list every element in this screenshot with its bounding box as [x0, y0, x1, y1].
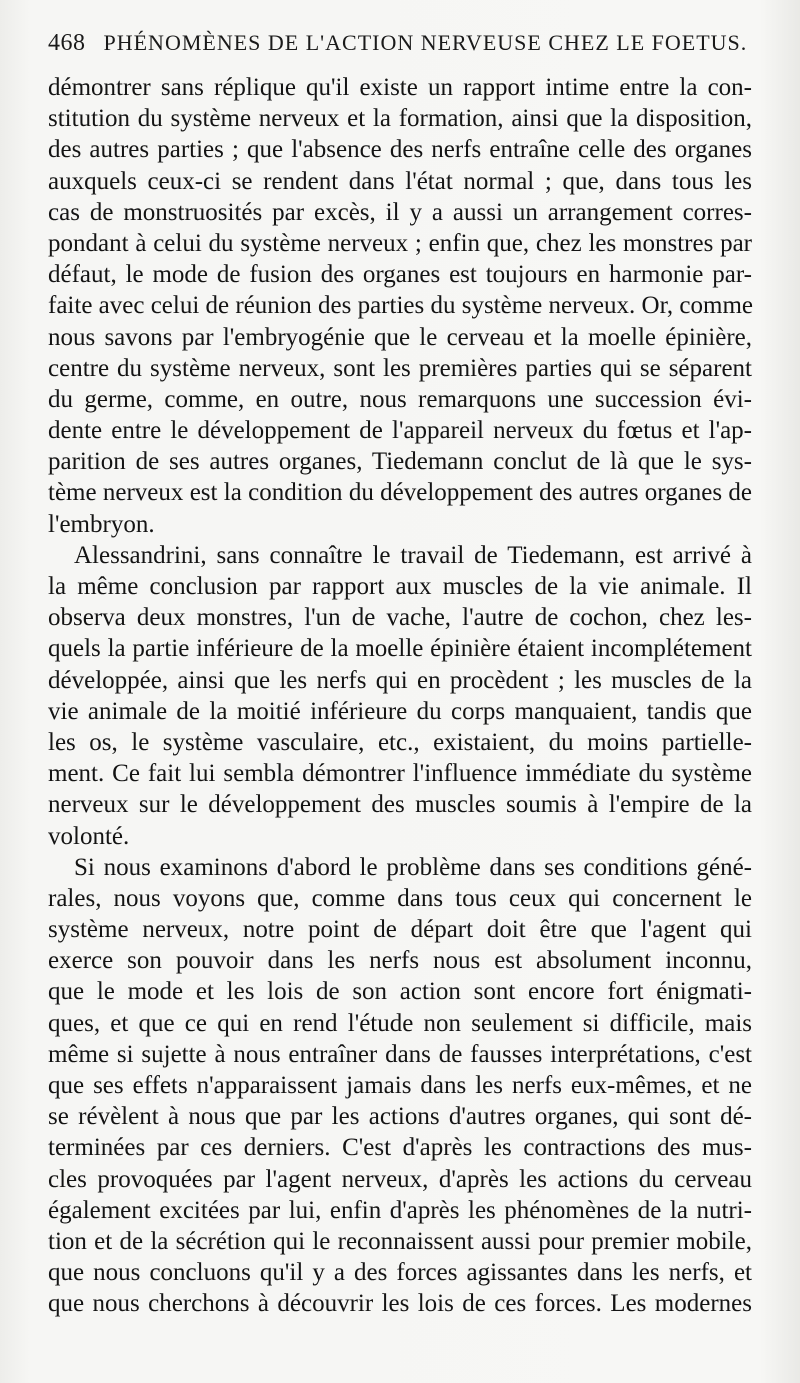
text-line: que nous cherchons à découvrir les lois de ces forces. Les modernes: [48, 1290, 752, 1318]
text-line: ment. Ce fait lui sembla démontrer l'influence immédiate du système: [48, 760, 752, 788]
text-line: observa deux monstres, l'un de vache, l'autre de cochon, chez les-: [48, 604, 752, 632]
text-line: que le mode et les lois de son action sont encore fort énigmati-: [48, 978, 752, 1006]
text-line: se révèlent à nous que par les actions d'autres organes, qui sont dé-: [48, 1103, 752, 1131]
text-line: démontrer sans réplique qu'il existe un rapport intime entre la con-: [48, 74, 752, 101]
text-line: défaut, le mode de fusion des organes est toujours en harmonie par-: [48, 261, 752, 289]
paragraph: [48, 852, 752, 1320]
text-line: stitution du système nerveux et la formation, ainsi que la disposition,: [48, 105, 752, 133]
text-line: du germe, comme, en outre, nous remarquons une succession évi-: [48, 385, 752, 413]
page-number: 468: [48, 30, 86, 56]
running-title: PHÉNOMÈNES DE L'ACTION NERVEUSE CHEZ LE FOETUS.: [103, 30, 748, 55]
text-line: pondant à celui du système nerveux ; enfin que, chez les monstres par: [48, 229, 752, 257]
text-line: terminées par ces derniers. C'est d'après les contractions des mus-: [48, 1134, 752, 1162]
text-line: développée, ainsi que les nerfs qui en procèdent ; les muscles de la: [48, 666, 752, 694]
text-line: quels la partie inférieure de la moelle épinière étaient incomplétement: [48, 635, 752, 663]
text-line: Alessandrini, sans connaître le travail de Tiedemann, est arrivé à: [74, 541, 752, 569]
page-header: [48, 30, 748, 66]
text-line: exerce son pouvoir dans les nerfs nous est absolument inconnu,: [48, 947, 752, 975]
text-line: la même conclusion par rapport aux muscles de la vie animale. Il: [48, 573, 752, 600]
text-line: Si nous examinons d'abord le problème dans ses conditions géné-: [74, 853, 752, 881]
text-line: tème nerveux est la condition du développement des autres organes de: [48, 479, 752, 507]
text-line: système nerveux, notre point de départ doit être que l'agent qui: [48, 916, 752, 944]
text-line: même si sujette à nous entraîner dans de fausses interprétations, c'est: [48, 1040, 752, 1068]
text-line: nerveux sur le développement des muscles soumis à l'empire de la: [48, 791, 752, 819]
body-text: [48, 72, 752, 1320]
text-line: cas de monstruosités par excès, il y a aussi un arrangement corres-: [48, 198, 752, 226]
text-line: que nous concluons qu'il y a des forces agissantes dans les nerfs, et: [48, 1259, 752, 1287]
paragraph: [48, 540, 752, 852]
text-line: auxquels ceux-ci se rendent dans l'état normal ; que, dans tous les: [48, 167, 752, 195]
text-line: également excitées par lui, enfin d'après les phénomènes de la nutri-: [48, 1196, 752, 1224]
text-line: rales, nous voyons que, comme dans tous ceux qui concernent le: [48, 884, 752, 912]
text-line: dente entre le développement de l'appareil nerveux du fœtus et l'ap-: [48, 417, 752, 445]
text-line: parition de ses autres organes, Tiedemann conclut de là que le sys-: [48, 448, 752, 476]
paragraph: [48, 72, 752, 540]
text-line: nous savons par l'embryogénie que le cerveau et la moelle épinière,: [48, 323, 752, 351]
text-line: volonté.: [48, 822, 130, 850]
text-line: cles provoquées par l'agent nerveux, d'après les actions du cerveau: [48, 1165, 752, 1193]
text-line: des autres parties ; que l'absence des nerfs entraîne celle des organes: [48, 136, 752, 164]
text-line: les os, le système vasculaire, etc., existaient, du moins partielle-: [48, 728, 752, 756]
text-line: l'embryon.: [48, 510, 155, 538]
text-line: tion et de la sécrétion qui le reconnaissent aussi pour premier mobile,: [48, 1227, 752, 1255]
text-line: faite avec celui de réunion des parties du système nerveux. Or, comme: [48, 292, 753, 320]
text-line: vie animale de la moitié inférieure du corps manquaient, tandis que: [48, 697, 752, 725]
text-line: ques, et que ce qui en rend l'étude non seulement si difficile, mais: [48, 1009, 752, 1037]
text-line: centre du système nerveux, sont les premières parties qui se séparent: [48, 354, 752, 382]
text-line: que ses effets n'apparaissent jamais dans les nerfs eux-mêmes, et ne: [48, 1072, 752, 1099]
